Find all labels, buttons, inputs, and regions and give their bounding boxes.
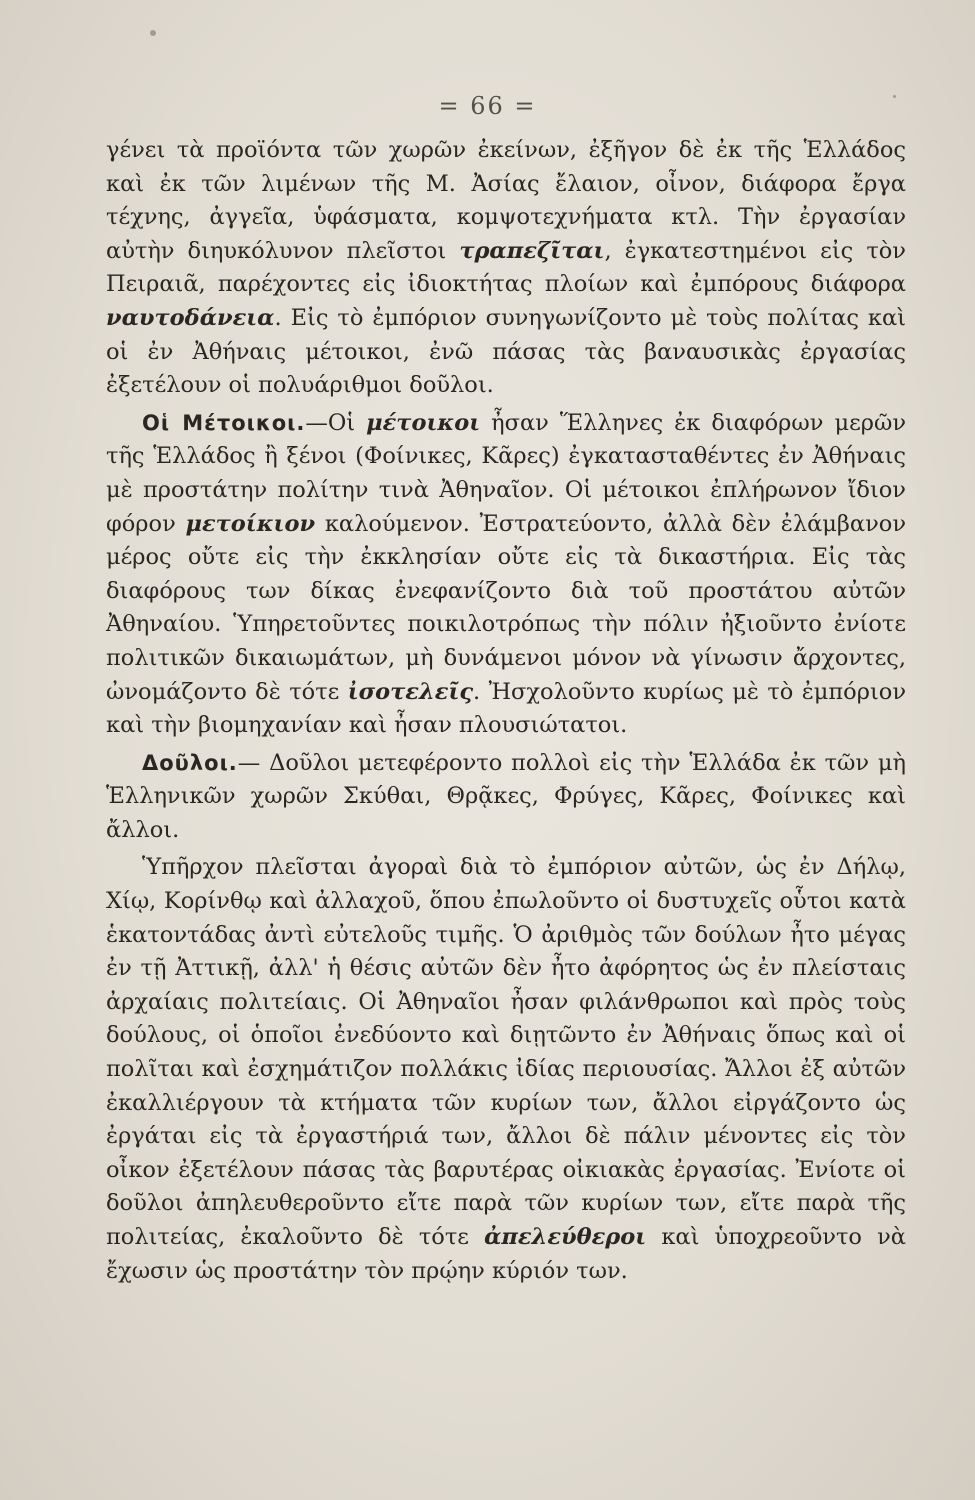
text-run: —Οἱ bbox=[305, 409, 367, 436]
text-run: . Ἠσχολοῦντο κυρίως μὲ τὸ ἐμπόριον καὶ τὴν βιομηχανίαν καὶ ἦσαν πλουσιώτατοι. bbox=[106, 678, 906, 739]
text-run: — Δοῦλοι μετεφέροντο πολλοὶ εἰς τὴν Ἑλλάδα ἐκ τῶν μὴ Ἑλληνικῶν χωρῶν Σκύθαι, Θρᾷκες, Φρύγες, Κᾶρες, Φοίνικες καὶ ἄλλοι. bbox=[106, 749, 906, 843]
text-run: γένει τὰ προϊόντα τῶν χωρῶν ἐκείνων, ἐξῆγον δὲ ἐκ τῆς Ἑλλάδος καὶ ἐκ τῶν λιμένων τῆς Μ. Ἀσίας ἔλαιον, οἶνον, διάφορα ἔργα τέχνης, ἀγγεῖα, ὑφάσματα, κομψοτεχνήματα κτλ. Τὴν ἐργασίαν αὐτὴν διηυκόλυνον πλεῖστοι bbox=[106, 137, 906, 264]
section-heading: Οἱ Μέτοικοι. bbox=[142, 410, 306, 435]
emphasized-term: τραπεζῖται bbox=[459, 237, 605, 264]
text-run: καλούμενον. Ἐστρατεύοντο, ἀλλὰ δὲν ἐλάμβανον μέρος οὔτε εἰς τὴν ἐκκλησίαν οὔτε εἰς τὰ δικαστήρια. Εἰς τὰς διαφόρους των δίκας ἐνεφανίζοντο διὰ τοῦ προστάτου αὐτῶν Ἀθηναίου. Ὑπηρετοῦντες ποικιλοτρόπως τὴν πόλιν ἠξιοῦντο ἐνίοτε πολιτικῶν δικαιωμάτων, μὴ δυνάμενοι μόνον νὰ γίνωσιν ἄρχοντες, ὠνομάζοντο δὲ τότε bbox=[106, 510, 906, 705]
paragraph-p1 bbox=[106, 134, 906, 403]
text-run: . Εἰς τὸ ἐμπόριον συνηγωνίζοντο μὲ τοὺς πολίτας καὶ οἱ ἐν Ἀθήναις μέτοικοι, ἐνῶ πάσας τὰς βαναυσικὰς ἐργασίας ἐξετέλουν οἱ πολυάριθμοι δοῦλοι. bbox=[106, 304, 906, 399]
ink-speck bbox=[150, 30, 156, 36]
emphasized-term: μετοίκιον bbox=[185, 510, 316, 537]
emphasized-term: ναυτοδάνεια bbox=[106, 304, 275, 331]
page-number: = 66 = bbox=[438, 92, 537, 120]
paragraph-p3 bbox=[106, 747, 906, 848]
text-run: ἦσαν Ἕλληνες ἐκ διαφόρων μερῶν τῆς Ἑλλάδος ἢ ξένοι (Φοίνικες, Κᾶρες) ἐγκατασταθέντες ἐν Ἀθήναις μὲ προστάτην πολίτην τινὰ Ἀθηναῖον. Οἱ μέτοικοι ἐπλήρωνον ἴδιον φόρον bbox=[106, 409, 907, 537]
emphasized-term: μέτοικοι bbox=[366, 409, 481, 436]
text-run: Ὑπῆρχον πλεῖσται ἀγοραὶ διὰ τὸ ἐμπόριον αὐτῶν, ὡς ἐν Δήλῳ, Χίῳ, Κορίνθῳ καὶ ἀλλαχοῦ, ὅπου ἐπωλοῦντο οἱ δυστυχεῖς οὗτοι κατὰ ἑκατοντάδας ἀντὶ εὐτελοῦς τιμῆς. Ὁ ἀριθμὸς τῶν δούλων ἦτο μέγας ἐν τῇ Ἀττικῇ, ἀλλ' ἡ θέσις αὐτῶν δὲν ἦτο ἀφόρητος ὡς ἐν πλείσταις ἀρχαίαις πολιτείαις. Οἱ Ἀθηναῖοι ἦσαν φιλάνθρωποι καὶ πρὸς τοὺς δούλους, οἱ ὁποῖοι ἐνεδύοντο καὶ διῃτῶντο ἐν Ἀθήναις ὅπως καὶ οἱ πολῖται καὶ ἐσχημάτιζον πολλάκις ἰδίας περιουσίας. Ἄλλοι ἐξ αὐτῶν ἐκαλλιέργουν τὰ κτήματα τῶν κυρίων των, ἄλλοι εἰργάζοντο ὡς ἐργάται εἰς τὰ ἐργαστήριά των, ἄλλοι δὲ πάλιν μένοντες εἰς τὸν οἶκον ἐξετέλουν πάσας τὰς βαρυτέρας οἰκιακὰς ἐργασίας. Ἐνίοτε οἱ δοῦλοι ἀπηλευθεροῦντο εἴτε παρὰ τῶν κυρίων των, εἴτε παρὰ τῆς πολιτείας, ἐκαλοῦντο δὲ τότε bbox=[106, 854, 906, 1250]
section-heading: Δοῦλοι. bbox=[142, 750, 238, 775]
text-run: καὶ ὑποχρεοῦντο νὰ ἔχωσιν ὡς προστάτην τὸν πρῴην κύριόν των. bbox=[106, 1224, 906, 1284]
paragraph-p2 bbox=[106, 407, 906, 743]
text-run: , ἐγκατεστημένοι εἰς τὸν Πειραιᾶ, παρέχοντες εἰς ἰδιοκτήτας πλοίων καὶ ἐμπόρους διάφορα bbox=[106, 237, 906, 298]
paragraph-p4 bbox=[106, 851, 906, 1288]
body-text bbox=[106, 134, 906, 1288]
emphasized-term: ἰσοτελεῖς bbox=[347, 678, 474, 705]
emphasized-term: ἀπελεύθεροι bbox=[484, 1224, 647, 1250]
